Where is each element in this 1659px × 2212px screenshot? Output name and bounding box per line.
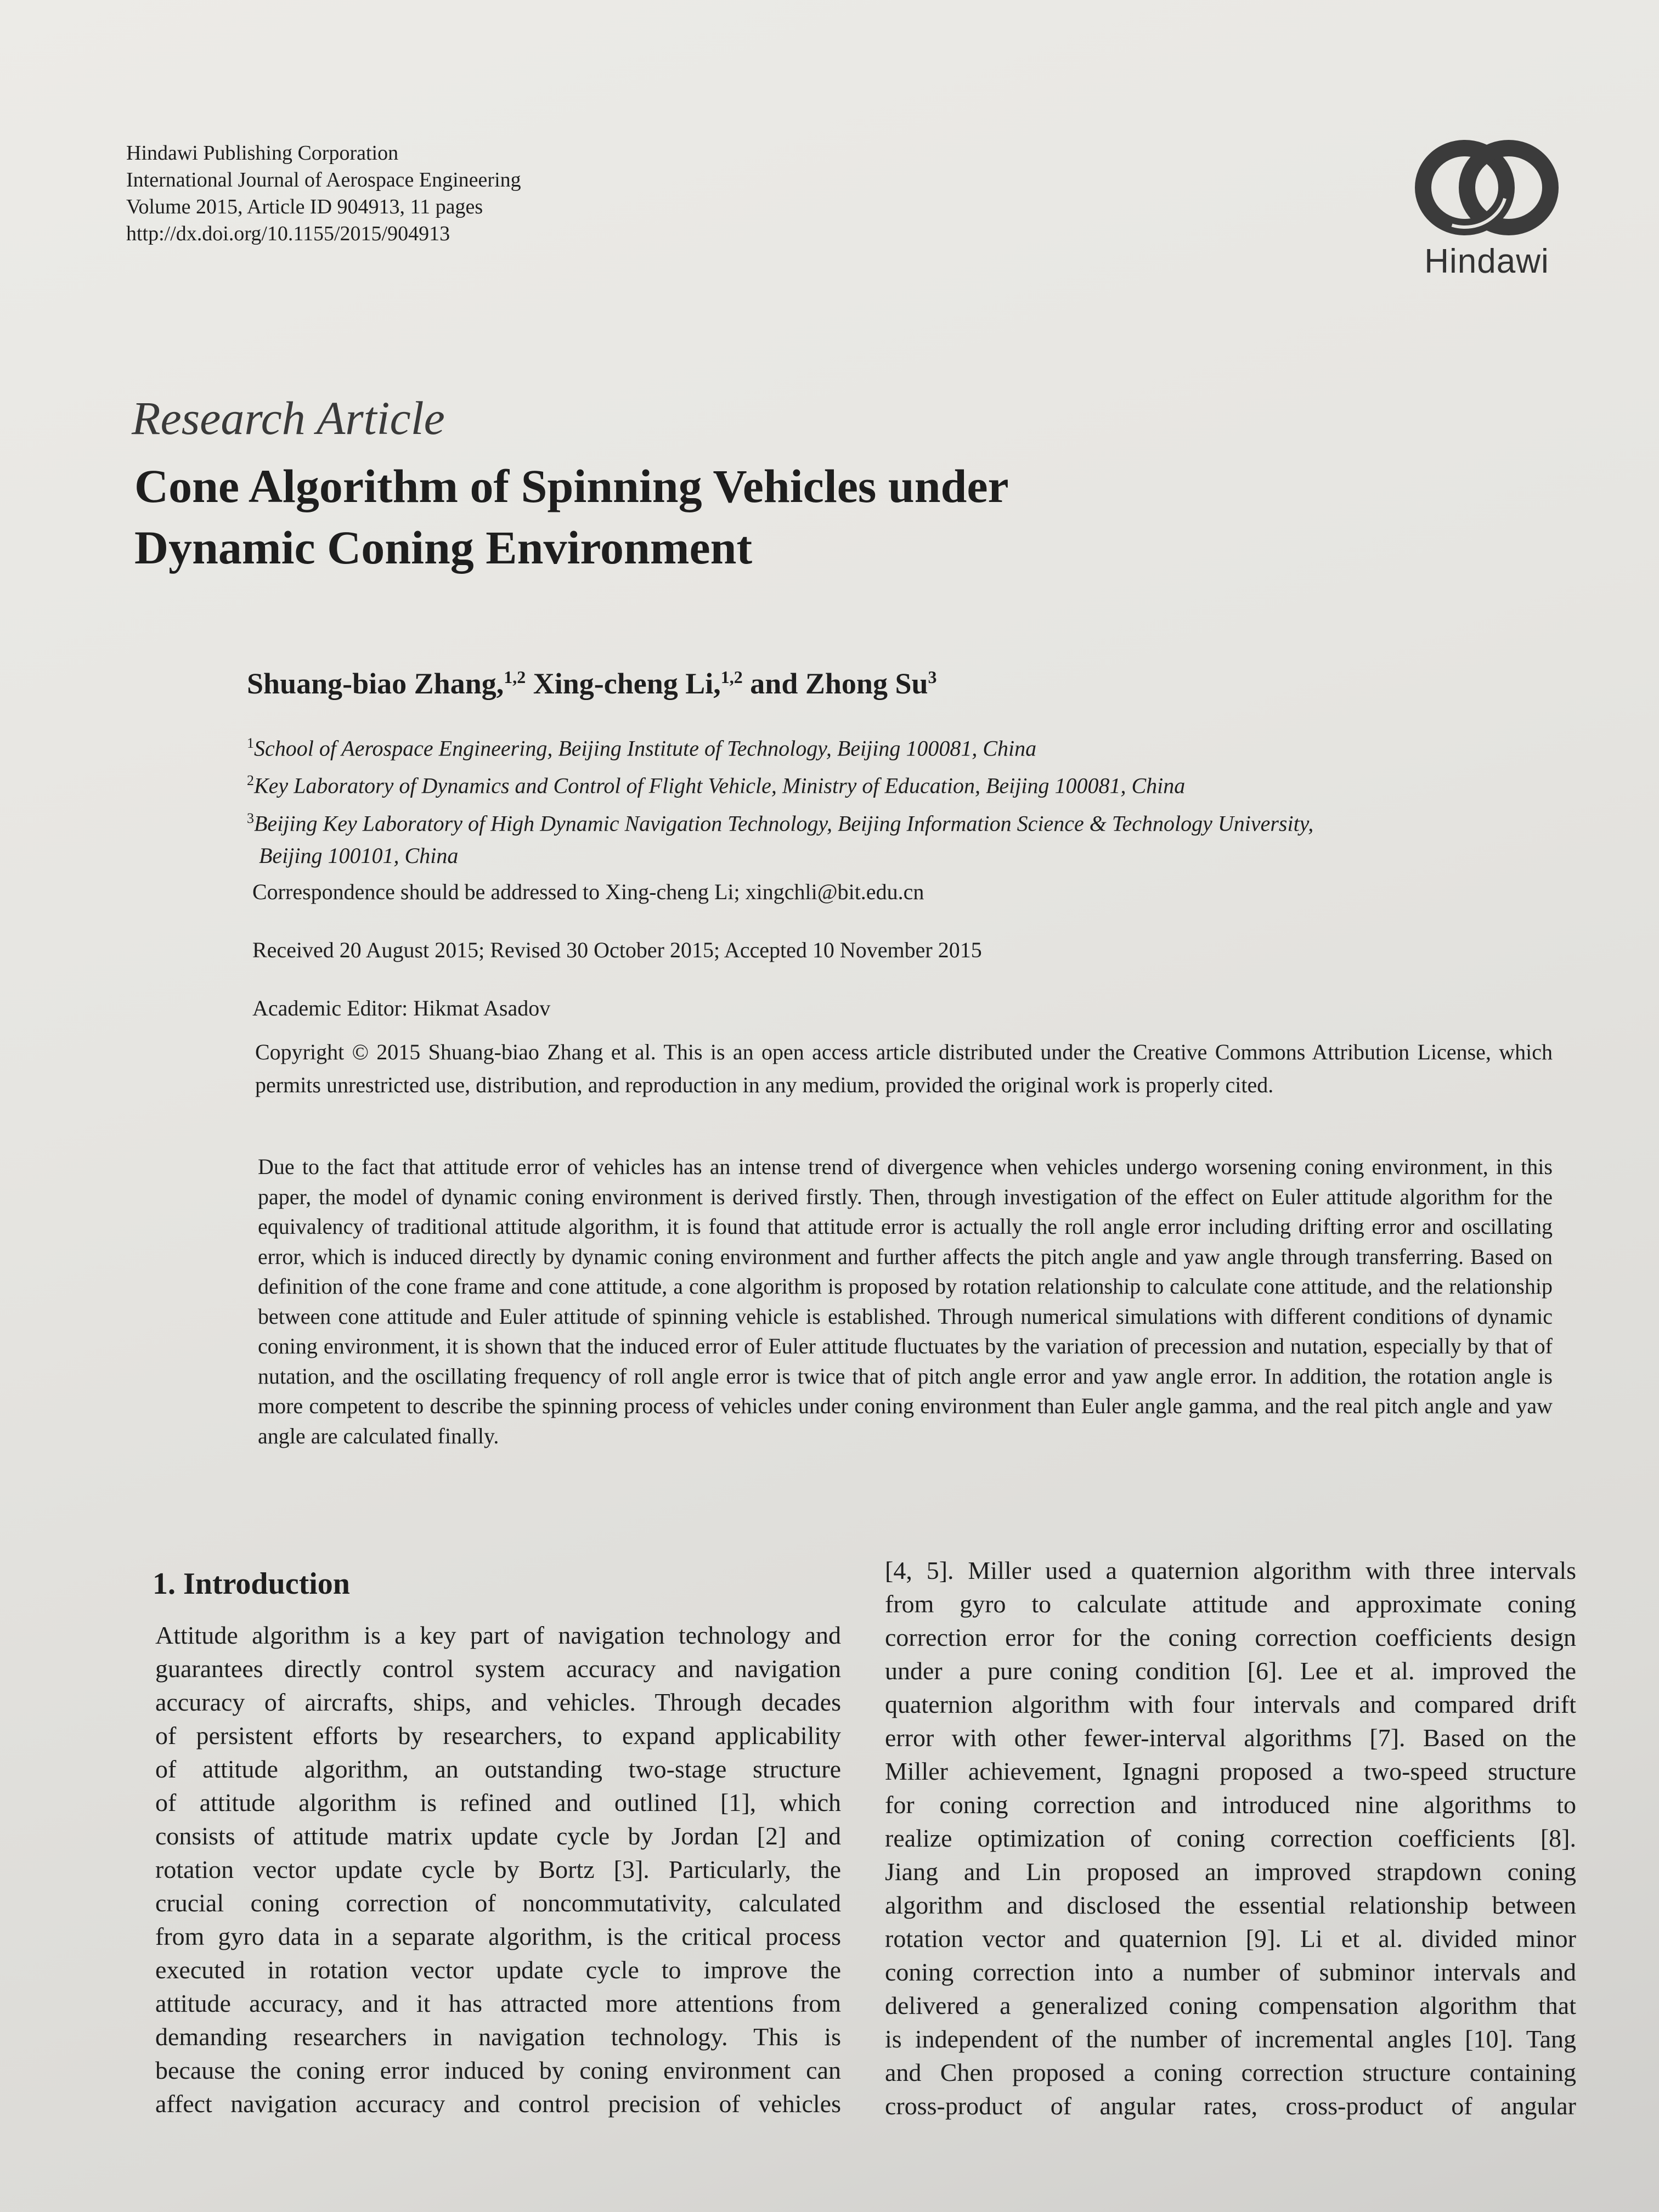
- text-line: rotation vector update cycle by Bortz [3]. Particularly, the: [155, 1855, 841, 1883]
- journal-line: International Journal of Aerospace Engineering: [126, 168, 521, 191]
- section-heading: 1. Introduction: [153, 1567, 350, 1601]
- copyright-notice: Copyright © 2015 Shuang-biao Zhang et al. This is an open access article distributed under the Creative Commons Attribution License, which permits unrestricted use, distribution, and reproduction in any medium, provided the original work is properly cited.: [255, 1040, 1553, 1097]
- affiliation-item: $^1$School of Aerospace Engineering, Beijing Institute of Technology, Beijing 100081, China: [247, 735, 1037, 761]
- text-line: realize optimization of coning correction coefficients [8].: [885, 1824, 1576, 1852]
- text-line: demanding researchers in navigation technology. This is: [155, 2023, 841, 2051]
- text-line: is independent of the number of incremental angles [10]. Tang: [885, 2025, 1576, 2053]
- dates-line: Received 20 August 2015; Revised 30 October 2015; Accepted 10 November 2015: [252, 938, 982, 962]
- hindawi-logo: [1407, 137, 1566, 281]
- correspondence-line: Correspondence should be addressed to Xing-cheng Li; xingchli@bit.edu.cn: [252, 879, 924, 904]
- text-line: because the coning error induced by coning environment can: [155, 2056, 841, 2084]
- text-line: for coning correction and introduced nine algorithms to: [885, 1791, 1576, 1819]
- text-line: quaternion algorithm with four intervals and compared drift: [885, 1690, 1576, 1718]
- text-line: under a pure coning condition [6]. Lee et al. improved the: [885, 1657, 1576, 1685]
- intro-left-column: [155, 1618, 841, 2120]
- affiliation-item: $^2$Key Laboratory of Dynamics and Control of Flight Vehicle, Ministry of Education, Beijing 100081, China: [247, 772, 1186, 798]
- text-line: correction error for the coning correction coefficients design: [885, 1623, 1576, 1651]
- text-line: and Chen proposed a coning correction structure containing: [885, 2058, 1576, 2086]
- text-line: of persistent efforts by researchers, to expand applicability: [155, 1722, 841, 1750]
- doi-line: http://dx.doi.org/10.1155/2015/904913: [126, 222, 450, 245]
- author-conjunction: and: [750, 667, 798, 700]
- author-affiliation-mark: 3: [928, 667, 937, 687]
- text-line: algorithm and disclosed the essential relationship between: [885, 1891, 1576, 1919]
- text-line: attitude accuracy, and it has attracted more attentions from: [155, 1989, 841, 2017]
- text-line: [4, 5]. Miller used a quaternion algorithm with three intervals: [885, 1556, 1576, 1584]
- volume-line: Volume 2015, Article ID 904913, 11 pages: [126, 195, 483, 218]
- article-type: Research Article: [132, 392, 445, 444]
- affiliation-item: $^3$Beijing Key Laboratory of High Dynamic Navigation Technology, Beijing Information Science & Technology University,: [247, 810, 1314, 836]
- text-line: crucial coning correction of noncommutativity, calculated: [155, 1889, 841, 1917]
- interlocking-rings-icon: [1413, 137, 1561, 239]
- text-line: accuracy of aircrafts, ships, and vehicles. Through decades: [155, 1688, 841, 1716]
- text-line: cross-product of angular rates, cross-product of angular: [885, 2092, 1576, 2120]
- author-name: Xing-cheng Li,: [533, 667, 721, 700]
- journal-header: [126, 140, 521, 247]
- text-line: rotation vector and quaternion [9]. Li et al. divided minor: [885, 1925, 1576, 1953]
- text-line: coning correction into a number of subminor intervals and: [885, 1958, 1576, 1986]
- abstract: Due to the fact that attitude error of vehicles has an intense trend of divergence when vehicles undergo worsening coning environment, in this paper, the model of dynamic coning environment is derived firstly. Then, through investigation of the effect on Euler attitude algorithm for the equivalency of traditional attitude algorithm, it is found that attitude error is actually the roll angle error including drifting error and oscillating error, which is induced directly by dynamic coning environment and further affects the pitch angle and yaw angle through transferring. Based on definition of the cone frame and cone attitude, a cone algorithm is proposed by rotation relationship to calculate cone attitude, and the relationship between cone attitude and Euler attitude of spinning vehicle is established. Through numerical simulations with different conditions of dynamic coning environment, it is shown that the induced error of Euler attitude fluctuates by the variation of precession and nutation, especially by that of nutation, and the oscillating frequency of roll angle error is twice that of pitch angle error and yaw angle error. In addition, the rotation angle is more competent to describe the spinning process of vehicles under coning environment than Euler angle gamma, and the real pitch angle and yaw angle are calculated finally.: [258, 1154, 1553, 1448]
- text-line: from gyro to calculate attitude and approximate coning: [885, 1590, 1576, 1618]
- text-line: consists of attitude matrix update cycle by Jordan [2] and: [155, 1822, 841, 1850]
- affiliation-continuation: Beijing 100101, China: [259, 843, 459, 868]
- author-affiliation-mark: 1,2: [504, 667, 526, 687]
- text-line: from gyro data in a separate algorithm, is the critical process: [155, 1922, 841, 1950]
- text-line: error with other fewer-interval algorithms [7]. Based on the: [885, 1724, 1576, 1752]
- author-name: Shuang-biao Zhang,: [247, 667, 504, 700]
- title-line-2: Dynamic Coning Environment: [134, 521, 753, 574]
- publisher-line: Hindawi Publishing Corporation: [126, 142, 399, 165]
- text-line: of attitude algorithm is refined and outlined [1], which: [155, 1788, 841, 1816]
- text-line: affect navigation accuracy and control precision of vehicles: [155, 2090, 841, 2118]
- title-line-1: Cone Algorithm of Spinning Vehicles under: [134, 460, 1009, 512]
- intro-right-column: [885, 1554, 1576, 2123]
- author-affiliation-mark: 1,2: [720, 667, 743, 687]
- text-line: Jiang and Lin proposed an improved strapdown coning: [885, 1858, 1576, 1886]
- text-line: delivered a generalized coning compensation algorithm that: [885, 1991, 1576, 2019]
- text-line: of attitude algorithm, an outstanding two-stage structure: [155, 1755, 841, 1783]
- academic-editor-line: Academic Editor: Hikmat Asadov: [252, 996, 551, 1020]
- affiliation-list: [247, 727, 1313, 872]
- logo-wordmark: Hindawi: [1424, 242, 1549, 280]
- text-line: Miller achievement, Ignagni proposed a two-speed structure: [885, 1757, 1576, 1785]
- text-line: executed in rotation vector update cycle to improve the: [155, 1956, 841, 1984]
- text-line: Attitude algorithm is a key part of navigation technology and: [155, 1621, 841, 1649]
- author-name: Zhong Su: [805, 667, 928, 700]
- author-list: [247, 667, 937, 701]
- article-title: [134, 455, 1009, 578]
- text-line: guarantees directly control system accuracy and navigation: [155, 1655, 841, 1683]
